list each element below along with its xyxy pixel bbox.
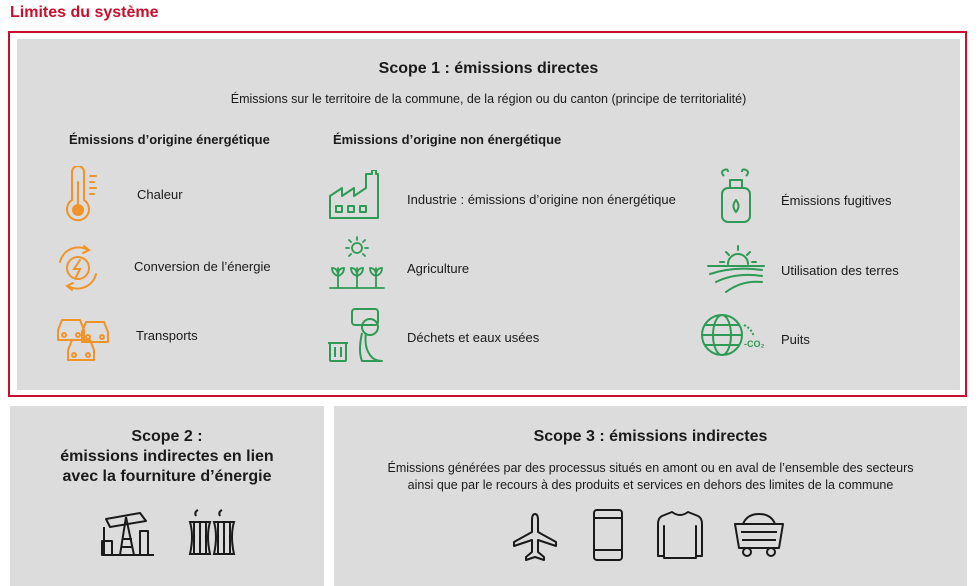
energy-item-label: Chaleur [137, 187, 183, 202]
globe-co2-icon [700, 311, 766, 361]
waste-water-icon [326, 307, 386, 365]
mine-cart-icon [733, 512, 785, 558]
scope3-subtitle-line: ainsi que par le recours à des produits et services en dehors des limites de la commune [407, 478, 894, 492]
scope3-subtitle-line: Émissions générées par des processus situés en amont ou en aval de l’ensemble des secteurs [387, 461, 914, 475]
other-item-label: Émissions fugitives [781, 193, 892, 208]
power-plant-icon [186, 508, 238, 556]
nonenergy-item-label: Agriculture [407, 261, 470, 276]
factory-icon [328, 170, 388, 222]
scope2-title [10, 427, 324, 487]
other-item-label: Utilisation des terres [781, 263, 899, 278]
scope1-title: Scope 1 : émissions directes [378, 60, 599, 77]
scope3-subtitle [334, 460, 967, 494]
energy-heading: Émissions d’origine énergétique [69, 132, 270, 147]
scope2-title-line: avec la fourniture d’énergie [62, 468, 272, 485]
nonenergy-item-label: Industrie : émissions d’origine non énergétique [407, 192, 676, 207]
scope2-title-line: émissions indirectes en lien [60, 448, 274, 465]
airplane-icon [510, 512, 560, 562]
scope1-subtitle: Émissions sur le territoire de la commune, de la région ou du canton (principe de territorialité) [230, 92, 747, 106]
thermometer-icon [58, 166, 104, 222]
co2-icon-label: -CO₂ [744, 339, 765, 349]
energy-conversion-icon [52, 242, 104, 294]
cars-icon [54, 310, 114, 364]
fields-sunrise-icon [706, 244, 766, 296]
gas-cylinder-icon [716, 168, 756, 226]
scope2-title-line: Scope 2 : [131, 428, 203, 445]
plants-sun-icon [328, 236, 386, 294]
page-title: Limites du système [10, 4, 159, 21]
scope3-title: Scope 3 : émissions indirectes [533, 428, 768, 445]
sweater-icon [656, 510, 704, 560]
oil-pump-icon [100, 511, 156, 557]
other-item-label: Puits [781, 332, 810, 347]
energy-item-label: Transports [136, 328, 198, 343]
energy-item-label: Conversion de l’énergie [134, 259, 271, 274]
nonenergy-item-label: Déchets et eaux usées [407, 330, 540, 345]
nonenergy-heading: Émissions d’origine non énergétique [333, 132, 562, 147]
smartphone-icon [592, 508, 624, 562]
